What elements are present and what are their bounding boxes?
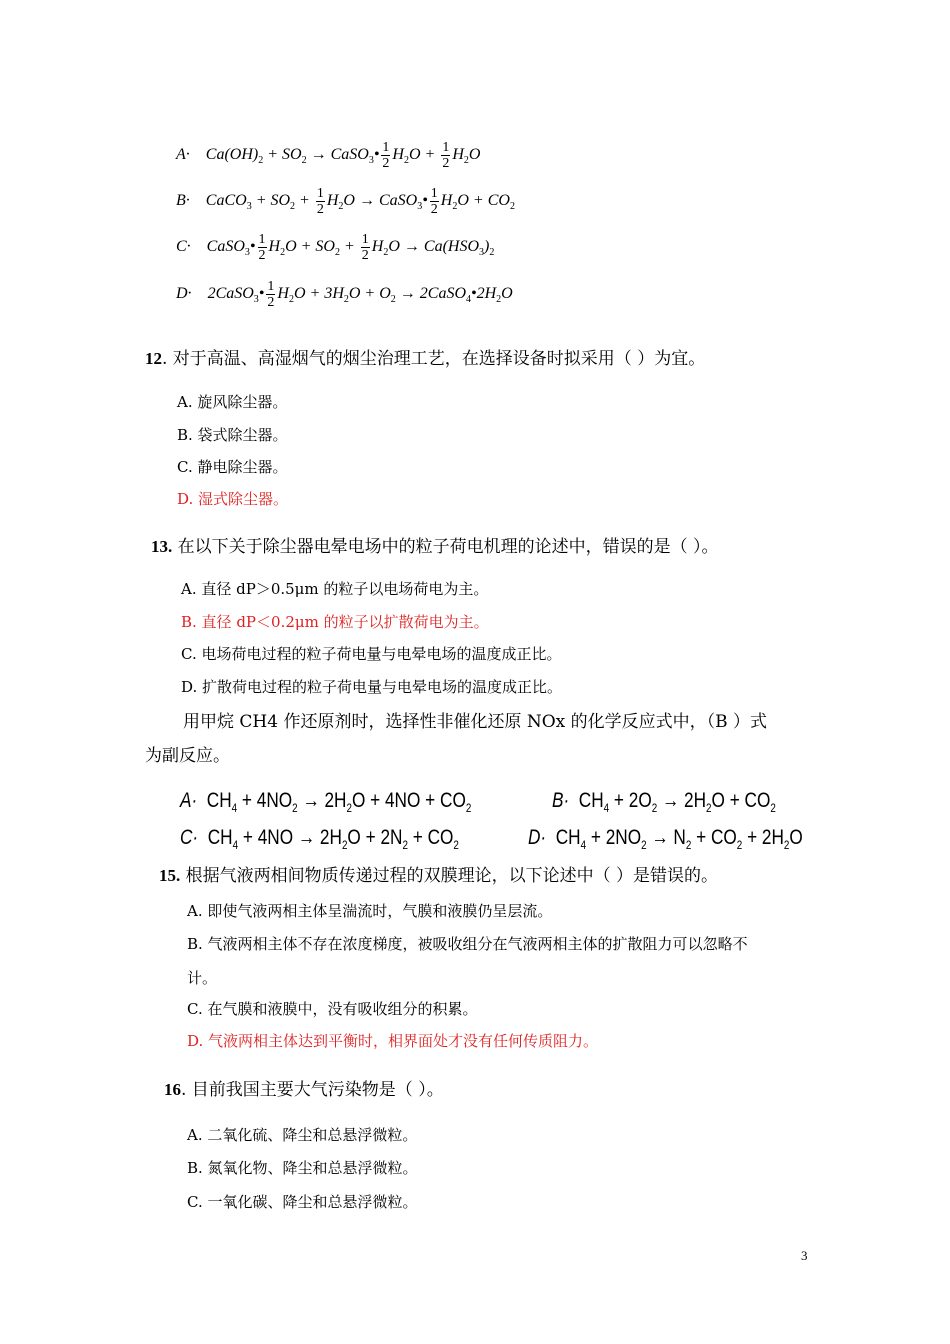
q15-option-b-cont: 计。	[187, 969, 218, 987]
q11-option-a-formula: $Ca(OH)_2 + SO_2$ → CaSO$_3$• $\frac{1}{2}$ $H_2O$ + $\frac{1}{2}$ $H_2O$	[205, 140, 481, 171]
q14-stem-line1: 用甲烷 CH4 作还原剂时，选择性非催化还原 NOx 的化学反应式中，（B ）式	[183, 712, 768, 732]
q15-stem: 15. 根据气液两相间物质传递过程的双膜理论，以下论述中（ ）是错误的。	[159, 866, 719, 886]
q12-option-b: B. 袋式除尘器。	[177, 426, 288, 444]
q12-option-a: A. 旋风除尘器。	[177, 393, 288, 411]
q14-equation-b: $B\cdot CH_4 + 2O_2 \to 2H_2O + CO_2$	[552, 789, 776, 816]
q13-stem: 13. 在以下关于除尘器电晕电场中的粒子荷电机理的论述中，错误的是（ ）。	[151, 537, 719, 557]
q12-stem: 12. 对于高温、高湿烟气的烟尘治理工艺，在选择设备时拟采用（ ）为宜。	[145, 349, 706, 369]
page-number: 3	[801, 1248, 808, 1263]
q12-option-d-answer: D. 湿式除尘器。	[177, 490, 289, 508]
q14-equation-d: $D\cdot CH_4 + 2NO_2 \to N_2 + CO_2 + 2H_2O$	[528, 826, 803, 853]
q15-option-a: A. 即使气液两相主体呈湍流时，气膜和液膜仍呈层流。	[187, 902, 553, 920]
q15-option-d-answer: D. 气液两相主体达到平衡时，相界面处才没有任何传质阻力。	[187, 1032, 599, 1050]
q11-option-c: C· CaSO$_3$• $\frac{1}{2}$ $H_2O + SO_2$ + $\frac{1}{2}$ $H_2O \to Ca(HSO_3)_2$	[176, 232, 495, 263]
q11-option-b-formula: CaCO$_3$ + $SO_2$ + $\frac{1}{2}$ $H_2O$ → CaSO$_3$• $\frac{1}{2}$ $H_2O + CO_2$	[205, 186, 515, 217]
q12-option-c: C. 静电除尘器。	[177, 458, 288, 476]
q13-option-d: D. 扩散荷电过程的粒子荷电量与电晕电场的温度成正比。	[181, 678, 563, 696]
q11-option-c-formula: CaSO$_3$• $\frac{1}{2}$ $H_2O + SO_2$ + $\frac{1}{2}$ $H_2O \to Ca(HSO_3)_2$	[206, 232, 495, 263]
q16-stem: 16. 目前我国主要大气污染物是（ ）。	[164, 1080, 444, 1100]
q13-option-c: C. 电场荷电过程的粒子荷电量与电晕电场的温度成正比。	[181, 645, 562, 663]
q11-option-d-formula: 2CaSO$_3$• $\frac{1}{2}$ $H_2O + 3H_2O + O_2$ → $2CaSO_4•2H_2O$	[207, 279, 513, 310]
q16-option-b: B. 氮氧化物、降尘和总悬浮微粒。	[187, 1159, 418, 1177]
q14-equation-a: $A\cdot CH_4 + 4NO_2 \to 2H_2O + 4NO + CO_2$	[180, 789, 472, 816]
q16-option-a: A. 二氧化硫、降尘和总悬浮微粒。	[187, 1126, 418, 1144]
q13-option-b-answer: B. 直径 dP＜0.2μm 的粒子以扩散荷电为主。	[181, 613, 489, 631]
q14-equation-c: $C\cdot CH_4 + 4NO \to 2H_2O + 2N_2 + CO_2$	[180, 826, 459, 853]
q11-option-d: D· 2CaSO$_3$• $\frac{1}{2}$ $H_2O + 3H_2O + O_2$ → $2CaSO_4•2H_2O$	[176, 279, 513, 310]
q11-option-a: A· $Ca(OH)_2 + SO_2$ → CaSO$_3$• $\frac{1}{2}$ $H_2O$ + $\frac{1}{2}$ $H_2O$	[176, 140, 481, 171]
q13-option-a: A. 直径 dP＞0.5μm 的粒子以电场荷电为主。	[181, 580, 489, 598]
q15-option-b: B. 气液两相主体不存在浓度梯度，被吸收组分在气液两相主体的扩散阻力可以忽略不	[187, 935, 748, 953]
q15-option-c: C. 在气膜和液膜中，没有吸收组分的积累。	[187, 1000, 478, 1018]
q14-stem-line2: 为副反应。	[145, 746, 230, 766]
q16-option-c: C. 一氧化碳、降尘和总悬浮微粒。	[187, 1193, 418, 1211]
q11-option-b: B· CaCO$_3$ + $SO_2$ + $\frac{1}{2}$ $H_2O$ → CaSO$_3$• $\frac{1}{2}$ $H_2O + CO_2$	[176, 186, 515, 217]
